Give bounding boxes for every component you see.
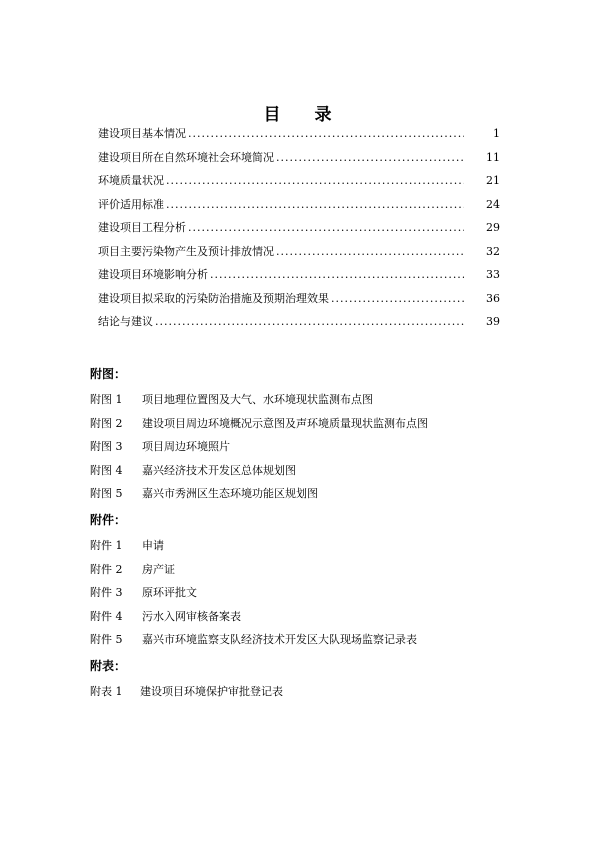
toc-entry-page: 32: [486, 244, 500, 258]
figure-item[interactable]: [90, 388, 428, 412]
tables-heading: 附表：: [90, 659, 127, 673]
figure-item[interactable]: [90, 459, 428, 483]
toc-entry-page: 39: [486, 315, 500, 328]
toc-leader-dots: [188, 216, 464, 240]
toc-entry-label: 建设项目环境影响分析: [98, 268, 208, 281]
title-char-right: 录: [314, 105, 332, 125]
toc-leader-dots: [210, 263, 464, 287]
toc-leader-dots: [276, 240, 464, 264]
figure-code: 附图 2: [90, 416, 123, 430]
attachment-item[interactable]: [90, 558, 417, 582]
toc-entry-label: 评价适用标准: [98, 197, 164, 211]
toc-entry-label: 建设项目拟采取的污染防治措施及预期治理效果: [98, 291, 329, 305]
table-of-contents: [98, 122, 500, 334]
toc-entry[interactable]: [98, 146, 500, 170]
toc-leader-dots: [166, 169, 464, 193]
figure-code: 附图 1: [90, 393, 123, 406]
attachments-section: [90, 509, 417, 652]
tables-list: [90, 680, 283, 704]
figures-heading: 附图：: [90, 367, 127, 381]
toc-entry-label: 结论与建议: [98, 315, 153, 328]
toc-entry-label: 环境质量状况: [98, 174, 164, 187]
figure-code: 附图 4: [90, 463, 123, 477]
table-code: 附表 1: [90, 685, 123, 698]
attachment-title: 申请: [142, 539, 164, 552]
attachment-item[interactable]: [90, 581, 417, 605]
toc-entry-page: 21: [486, 174, 500, 187]
figures-section: [90, 363, 428, 506]
toc-entry-label: 建设项目工程分析: [98, 221, 186, 234]
toc-entry[interactable]: [98, 193, 500, 217]
toc-entry-label: 建设项目所在自然环境社会环境简况: [98, 150, 274, 164]
toc-leader-dots: [276, 146, 464, 170]
toc-leader-dots: [331, 287, 464, 311]
table-title: 建设项目环境保护审批登记表: [140, 685, 283, 698]
toc-entry-page: 1: [493, 127, 500, 140]
attachment-item[interactable]: [90, 628, 417, 652]
toc-leader-dots: [188, 122, 464, 146]
attachment-code: 附件 3: [90, 586, 123, 599]
attachment-title: 原环评批文: [142, 586, 197, 599]
toc-entry-label: 建设项目基本情况: [98, 127, 186, 140]
attachment-code: 附件 4: [90, 609, 123, 623]
toc-entry-page: 24: [486, 197, 500, 211]
figure-title: 项目地理位置图及大气、水环境现状监测布点图: [142, 393, 373, 406]
attachments-heading: 附件：: [90, 513, 127, 527]
toc-leader-dots: [155, 310, 464, 334]
toc-entry-page: 29: [486, 221, 500, 234]
toc-entry-page: 33: [486, 268, 500, 281]
attachment-item[interactable]: [90, 605, 417, 629]
table-item[interactable]: [90, 680, 283, 704]
toc-entry[interactable]: [98, 216, 500, 240]
toc-entry[interactable]: [98, 240, 500, 264]
toc-entry[interactable]: [98, 263, 500, 287]
figure-title: 嘉兴经济技术开发区总体规划图: [142, 463, 296, 477]
figure-title: 项目周边环境照片: [142, 440, 230, 453]
attachment-code: 附件 1: [90, 539, 123, 552]
attachment-title: 房产证: [142, 562, 175, 576]
attachment-item[interactable]: [90, 534, 417, 558]
tables-section: [90, 655, 283, 704]
toc-entry[interactable]: [98, 310, 500, 334]
figure-item[interactable]: [90, 412, 428, 436]
toc-entry[interactable]: [98, 169, 500, 193]
figure-code: 附图 3: [90, 440, 123, 453]
attachment-code: 附件 5: [90, 633, 123, 646]
attachment-title: 嘉兴市环境监察支队经济技术开发区大队现场监察记录表: [142, 633, 417, 646]
attachment-title: 污水入网审核备案表: [142, 609, 241, 623]
figure-title: 嘉兴市秀洲区生态环境功能区规划图: [142, 487, 318, 500]
toc-entry-label: 项目主要污染物产生及预计排放情况: [98, 244, 274, 258]
attachment-code: 附件 2: [90, 562, 123, 576]
title-char-left: 目: [263, 105, 281, 125]
figure-item[interactable]: [90, 482, 428, 506]
figure-title: 建设项目周边环境概况示意图及声环境质量现状监测布点图: [142, 416, 428, 430]
toc-entry[interactable]: [98, 287, 500, 311]
toc-entry-page: 36: [486, 291, 500, 305]
toc-entry[interactable]: [98, 122, 500, 146]
toc-leader-dots: [166, 193, 464, 217]
figure-item[interactable]: [90, 435, 428, 459]
figure-code: 附图 5: [90, 487, 123, 500]
attachments-list: [90, 534, 417, 652]
figures-list: [90, 388, 428, 506]
toc-entry-page: 11: [486, 150, 500, 164]
